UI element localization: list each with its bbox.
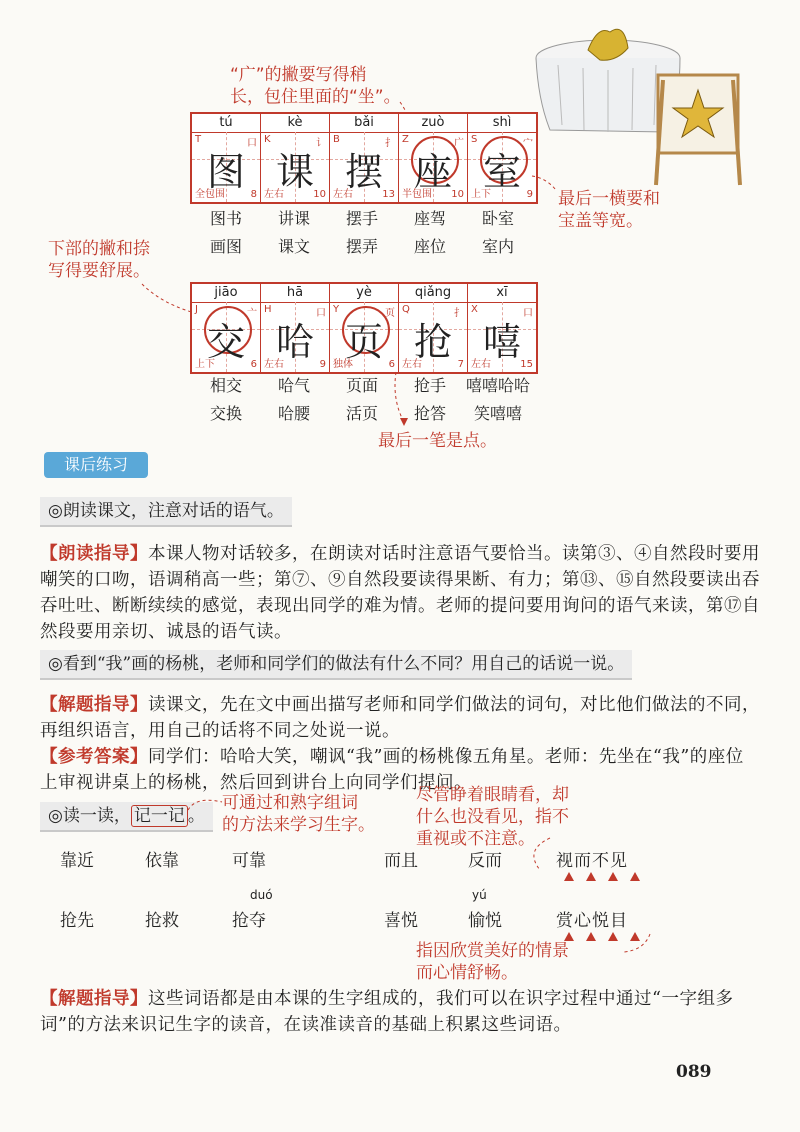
- cell-body: [330, 132, 398, 202]
- marker: [630, 872, 640, 881]
- word: 摆手: [345, 209, 378, 228]
- vocab-1-4: 而且: [384, 851, 418, 871]
- cell-radical: 讠: [316, 138, 326, 149]
- vocab-1-2: 依靠: [145, 851, 179, 871]
- vocab-2-1: 抢先: [60, 911, 94, 931]
- cell-strokes: 6: [388, 359, 395, 370]
- word: 座驾: [413, 209, 446, 228]
- cell-structure: 独体: [333, 359, 353, 370]
- cell-body: [468, 132, 536, 202]
- cell-body: [261, 302, 329, 372]
- cell-radical: 扌: [454, 308, 464, 319]
- cell-radical: 口: [316, 308, 326, 319]
- cell-strokes: 9: [319, 359, 326, 370]
- note-ye: 最后一笔是点。: [378, 431, 497, 451]
- cell-character: 座: [413, 150, 452, 194]
- marker: [608, 872, 618, 881]
- guide-3-text: 这些词语都是由本课的生字组成的，我们可以在识字过程中通过“一字组多词”的方法来识记生字的读音，在读准读音的基础上积累这些词语。: [40, 989, 734, 1035]
- cell-body: [192, 302, 260, 372]
- cell-pinyin: shì: [468, 114, 536, 133]
- marker: [586, 872, 596, 881]
- word: 嘻嘻哈哈: [465, 376, 530, 395]
- cell-strokes: 7: [457, 359, 464, 370]
- cell-character: 嘻: [482, 320, 521, 364]
- guide-3: [40, 986, 760, 1038]
- cell-pinyin: kè: [261, 114, 329, 133]
- vocab-1-6: 视而不见: [556, 851, 628, 871]
- answer: [40, 744, 760, 796]
- cell-index-letter: T: [195, 134, 202, 145]
- word-column: [260, 205, 328, 261]
- word: 交换: [209, 404, 242, 423]
- vocab-2-5: 愉悦: [468, 911, 502, 931]
- cell-strokes: 10: [313, 189, 326, 200]
- note-shangxin: [416, 940, 569, 984]
- cell-structure: 上下: [471, 189, 491, 200]
- cell-radical: 页: [385, 308, 395, 319]
- answer-tag: 【参考答案】: [40, 747, 148, 767]
- note-method: [222, 792, 375, 836]
- arrow-method: [186, 794, 226, 814]
- char-cell: [329, 284, 398, 372]
- arrow-shangxin: [620, 930, 660, 956]
- word-column: [192, 205, 260, 261]
- cell-radical: 扌: [385, 138, 395, 149]
- cell-character: 室: [482, 150, 521, 194]
- char-grid-1: [190, 112, 538, 204]
- cell-structure: 全包围: [195, 189, 225, 200]
- section-title: 课后练习: [44, 452, 148, 478]
- vocab-2-2: 抢救: [145, 911, 179, 931]
- cell-character: 课: [275, 150, 314, 194]
- arrow-ye: [390, 370, 414, 430]
- cell-character: 图: [206, 150, 245, 194]
- word: 笑嘻嘻: [473, 404, 522, 423]
- note-shier-line3: 重视或不注意。: [416, 829, 535, 849]
- cell-structure: 左右: [333, 189, 353, 200]
- cell-body: [399, 302, 467, 372]
- note-shi-line1: 最后一横要和: [558, 189, 660, 209]
- guide-2-text: 读课文，先在文中画出描写老师和同学们做法的词句，对比他们做法的不同，再组织语言，用自己的话将不同之处说一说。: [40, 695, 760, 741]
- char-cell: [192, 284, 260, 372]
- word: 哈气: [277, 376, 310, 395]
- note-shier-line2: 什么也没看见，指不: [416, 807, 569, 827]
- cell-strokes: 10: [451, 189, 464, 200]
- cell-pinyin: zuò: [399, 114, 467, 133]
- q3-suffix: 。: [187, 806, 205, 826]
- answer-text: 同学们：哈哈大笑，嘲讽“我”画的杨桃像五角星。老师：先坐在“我”的座位上审视讲桌上的杨桃，然后回到讲台上向同学们提问。: [40, 747, 744, 793]
- cell-strokes: 9: [526, 189, 533, 200]
- word: 图书: [209, 209, 242, 228]
- words-grid-1: [192, 205, 532, 261]
- char-grid-2: [190, 282, 538, 374]
- cell-index-letter: Q: [402, 304, 410, 315]
- word-column: [464, 372, 532, 428]
- words-grid-2: [192, 372, 532, 428]
- note-shi: [558, 188, 660, 232]
- word: 相交: [209, 376, 242, 395]
- word: 哈腰: [277, 404, 310, 423]
- note-jiao-line2: 写得要舒展。: [48, 261, 150, 281]
- cell-strokes: 6: [250, 359, 257, 370]
- cell-body: [468, 302, 536, 372]
- cell-structure: 左右: [402, 359, 422, 370]
- cell-index-letter: B: [333, 134, 340, 145]
- char-cell: [329, 114, 398, 202]
- note-jiao-line1: 下部的撇和捺: [48, 239, 150, 259]
- word: 卧室: [481, 209, 514, 228]
- guide-1-tag: 【朗读指导】: [40, 544, 148, 564]
- cell-pinyin: hā: [261, 284, 329, 303]
- vocab-1-5: 反而: [468, 851, 502, 871]
- word-column: [328, 205, 396, 261]
- char-cell: [467, 284, 536, 372]
- vocab-2-4: 喜悦: [384, 911, 418, 931]
- word-column: [328, 372, 396, 428]
- cell-index-letter: S: [471, 134, 478, 145]
- cell-index-letter: K: [264, 134, 271, 145]
- cell-strokes: 15: [520, 359, 533, 370]
- cell-strokes: 8: [250, 189, 257, 200]
- arrow-shi: [530, 172, 560, 196]
- cell-pinyin: tú: [192, 114, 260, 133]
- page-number: 089: [676, 1062, 712, 1082]
- guide-1-text: 本课人物对话较多，在朗读对话时注意语气要恰当。读第③、④自然段时要用嘲笑的口吻，语调稍高一些；第⑦、⑨自然段要读得果断、有力；第⑬、⑮自然段要读出吞吞吐吐、断断续续的感觉，表现出同学的难为情。老师的提问要用询问的语气来读，第⑰自然段要用亲切、诚恳的语气读。: [40, 544, 760, 642]
- cell-pinyin: jiāo: [192, 284, 260, 303]
- cell-pinyin: bǎi: [330, 114, 398, 133]
- cell-radical: 口: [247, 138, 257, 149]
- note-shi-line2: 宝盖等宽。: [558, 211, 643, 231]
- note-shangxin-line1: 指因欣赏美好的情景: [416, 941, 569, 961]
- marker: [586, 932, 596, 941]
- cell-pinyin: xī: [468, 284, 536, 303]
- cell-body: [192, 132, 260, 202]
- char-cell: [192, 114, 260, 202]
- cell-structure: 左右: [471, 359, 491, 370]
- pinyin-yu: yú: [472, 888, 487, 902]
- guide-3-tag: 【解题指导】: [40, 989, 148, 1009]
- pinyin-duo: duó: [250, 888, 273, 902]
- vocab-2-6: 赏心悦目: [556, 911, 628, 931]
- cell-index-letter: X: [471, 304, 478, 315]
- cell-structure: 半包围: [402, 189, 432, 200]
- word: 抢答: [413, 404, 446, 423]
- table-starfruit-illustration: [528, 20, 758, 190]
- cell-index-letter: H: [264, 304, 272, 315]
- word: 室内: [481, 237, 514, 256]
- guide-2: [40, 692, 760, 744]
- note-guang-line2: 长，包住里面的“坐”。: [230, 87, 401, 107]
- marker: [608, 932, 618, 941]
- guide-1: [40, 541, 760, 645]
- q3-prefix: ◎读一读，: [48, 806, 131, 826]
- cell-body: [261, 132, 329, 202]
- word: 页面: [345, 376, 378, 395]
- cell-character: 页: [344, 320, 383, 364]
- char-cell: [398, 114, 467, 202]
- note-shangxin-line2: 而心情舒畅。: [416, 963, 518, 983]
- note-guang: [230, 64, 401, 108]
- word: 抢手: [413, 376, 446, 395]
- cell-body: [330, 302, 398, 372]
- word-column: [464, 205, 532, 261]
- note-method-line2: 的方法来学习生字。: [222, 815, 375, 835]
- vocab-1-1: 靠近: [60, 851, 94, 871]
- cell-character: 哈: [275, 320, 314, 364]
- guide-2-tag: 【解题指导】: [40, 695, 148, 715]
- word-column: [192, 372, 260, 428]
- note-method-line1: 可通过和熟字组词: [222, 793, 358, 813]
- cell-body: [399, 132, 467, 202]
- cell-radical: 宀: [523, 138, 533, 149]
- char-cell: [398, 284, 467, 372]
- cell-pinyin: qiǎng: [399, 284, 467, 303]
- question-1: ◎朗读课文，注意对话的语气。: [40, 497, 292, 527]
- q3-boxed: 记一记: [131, 805, 188, 827]
- char-cell: [467, 114, 536, 202]
- cell-strokes: 13: [382, 189, 395, 200]
- word-column: [260, 372, 328, 428]
- arrow-shier: [520, 836, 560, 876]
- cell-pinyin: yè: [330, 284, 398, 303]
- cell-index-letter: Z: [402, 134, 409, 145]
- question-2: ◎看到“我”画的杨桃，老师和同学们的做法有什么不同？用自己的话说一说。: [40, 650, 632, 680]
- cell-character: 交: [206, 320, 245, 364]
- cell-radical: 广: [454, 138, 464, 149]
- cell-character: 抢: [413, 320, 452, 364]
- cell-radical: 口: [523, 308, 533, 319]
- cell-index-letter: Y: [333, 304, 340, 315]
- marker: [564, 872, 574, 881]
- word: 画图: [209, 237, 242, 256]
- vocab-2-3: 抢夺: [232, 911, 266, 931]
- note-jiao: [48, 238, 150, 282]
- note-guang-line1: “广”的撇要写得稍: [230, 65, 367, 85]
- word: 讲课: [277, 209, 310, 228]
- cell-character: 摆: [344, 150, 383, 194]
- word: 课文: [277, 237, 310, 256]
- note-shier-line1: 尽管睁着眼睛看，却: [416, 785, 569, 805]
- cell-structure: 左右: [264, 359, 284, 370]
- word: 摆弄: [345, 237, 378, 256]
- word: 活页: [345, 404, 378, 423]
- char-cell: [260, 284, 329, 372]
- cell-radical: 亠: [247, 308, 257, 319]
- word: 座位: [413, 237, 446, 256]
- char-cell: [260, 114, 329, 202]
- cell-index-letter: J: [195, 304, 198, 315]
- cell-structure: 上下: [195, 359, 215, 370]
- vocab-1-3: 可靠: [232, 851, 266, 871]
- word-column: [396, 205, 464, 261]
- cell-structure: 左右: [264, 189, 284, 200]
